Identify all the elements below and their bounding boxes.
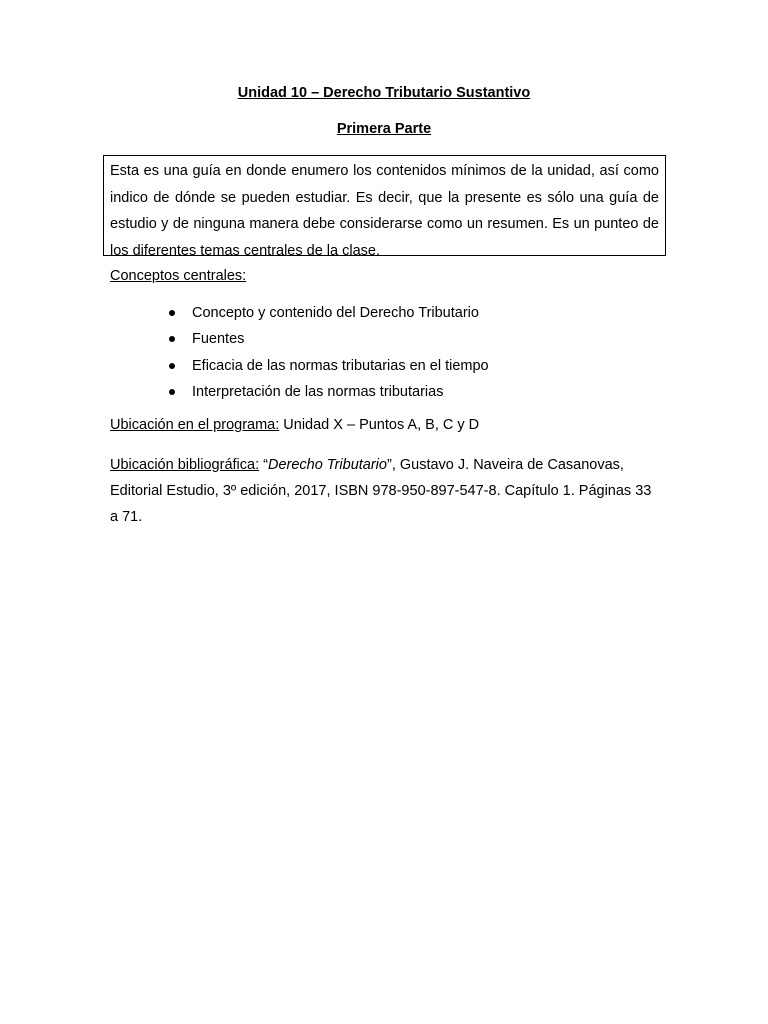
list-item (168, 303, 489, 329)
guide-note-text: Esta es una guía en donde enumero los contenidos mínimos de la unidad, así como indico de dónde se pueden estudiar. Es decir, que la presente es sólo una guía de estudio y de ninguna manera debe considerarse como un resumen. Es un punteo de los diferentes temas centrales de la clase. (110, 163, 659, 259)
list-item-text: Fuentes (192, 331, 245, 348)
ubicacion-programa-paragraph (110, 417, 479, 433)
conceptos-centrales-heading: Conceptos centrales: (110, 268, 247, 284)
bullet-icon (169, 336, 175, 342)
page-subtitle: Primera Parte (336, 121, 432, 137)
list-item (168, 356, 489, 382)
biblio-details: ”, Gustavo J. Naveira de Casanovas, Editorial Estudio, 3º edición, 2017, ISBN 978-950-897-547-8. Capítulo 1. Páginas 33 a 71. (110, 457, 652, 525)
programa-value: Unidad X – Puntos A, B, C y D (279, 417, 480, 433)
biblio-book-title: Derecho Tributario (267, 457, 387, 473)
list-item-text: Interpretación de las normas tributarias (192, 383, 444, 400)
ubicacion-bibliografica-paragraph (110, 452, 662, 530)
bullet-icon (169, 310, 175, 316)
list-item (168, 382, 489, 408)
conceptos-list (168, 303, 489, 408)
biblio-open-quote: “ (259, 457, 268, 473)
list-item-text: Eficacia de las normas tributarias en el tiempo (192, 357, 489, 374)
bullet-icon (169, 389, 175, 395)
programa-label: Ubicación en el programa: (110, 417, 280, 433)
guide-note-box (103, 155, 666, 259)
list-item (168, 329, 489, 355)
biblio-label: Ubicación bibliográfica: (110, 457, 260, 473)
list-item-text: Concepto y contenido del Derecho Tributario (192, 305, 479, 321)
page-title: Unidad 10 – Derecho Tributario Sustantivo (237, 85, 531, 101)
bullet-icon (169, 363, 175, 369)
